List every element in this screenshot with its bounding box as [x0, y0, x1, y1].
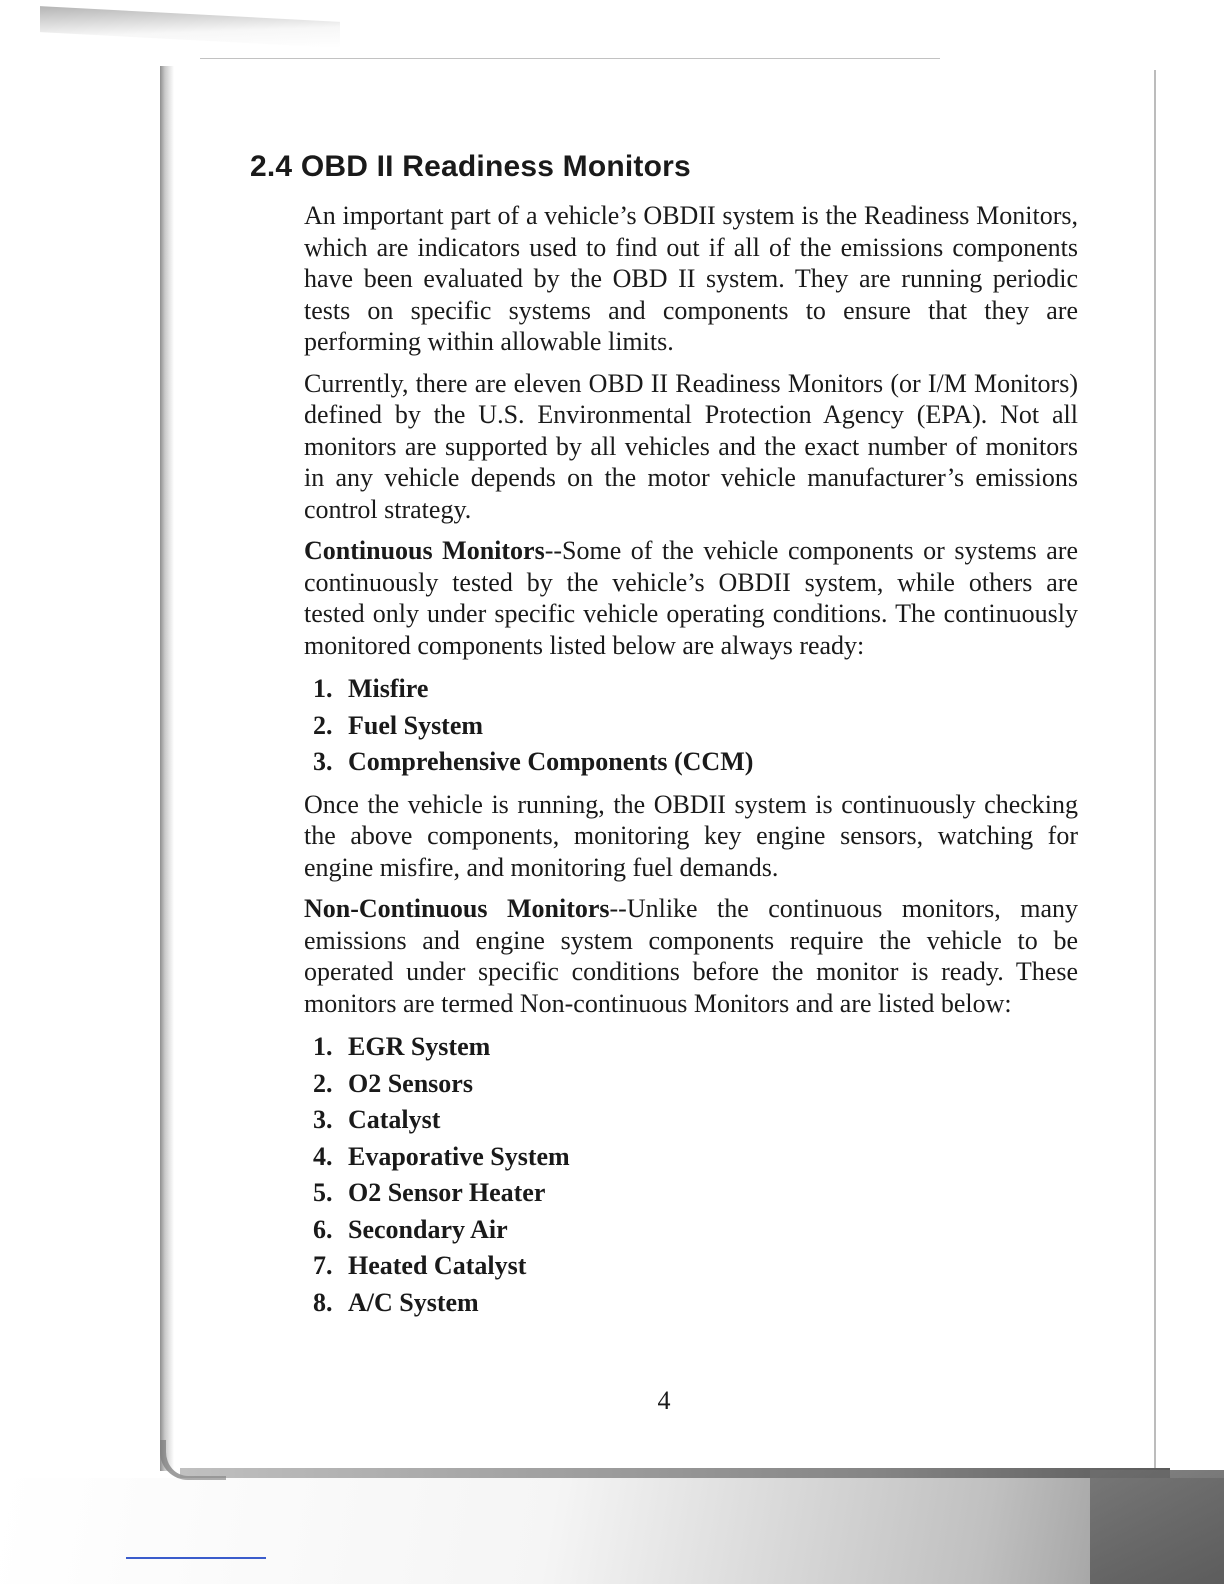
noncontinuous-monitors-paragraph [304, 893, 1078, 1019]
list-item [304, 671, 1078, 708]
list-item [304, 1029, 1078, 1066]
list-item [304, 1212, 1078, 1249]
running-paragraph: Once the vehicle is running, the OBDII system is continuously checking the above components, monitoring key engine sensors, watching for engine misfire, and monitoring fuel demands. [304, 789, 1078, 882]
list-item [304, 1285, 1078, 1322]
page-bottom-edge [180, 1468, 1170, 1478]
list-item-label: Comprehensive Components (CCM) [348, 747, 754, 776]
list-item-number: 2. [313, 710, 333, 740]
list-item [304, 1139, 1078, 1176]
list-item-number: 6. [313, 1214, 333, 1244]
list-item [304, 708, 1078, 745]
list-item-number: 3. [313, 1105, 333, 1134]
list-item [304, 1102, 1078, 1139]
intro-paragraph: An important part of a vehicle’s OBDII system is the Readiness Monitors, which are indicators used to find out if all of the emissions components have been evaluated by the OBD II system. They are running periodic tests on specific systems and components to ensure that they are performing within allowable limits. [304, 201, 1078, 356]
bottom-corner-shadow [1090, 1470, 1224, 1584]
list-item-label: Catalyst [348, 1105, 441, 1134]
page-right-edge [1154, 70, 1156, 1470]
list-item [304, 1066, 1078, 1103]
continuous-monitors-label: Continuous Monitors [304, 536, 545, 565]
continuous-monitors-paragraph [304, 535, 1078, 661]
scan-top-streak [40, 6, 340, 48]
list-item-label: Misfire [348, 674, 429, 703]
noncontinuous-monitors-text: --Unlike the continuous monitors, many emissions and engine system components require the vehicle to be operated under specific conditions before the monitor is ready. These monitors are termed Non-continuous Monitors and are listed below: [304, 894, 1078, 1018]
list-item [304, 1175, 1078, 1212]
bottom-shadow [0, 1478, 1224, 1584]
list-item-number: 1. [313, 674, 333, 703]
list-item-number: 3. [313, 747, 333, 776]
list-item-label: Evaporative System [348, 1141, 570, 1171]
list-item-number: 1. [313, 1032, 333, 1061]
list-item-number: 8. [313, 1287, 333, 1317]
noncontinuous-monitor-list [304, 1029, 1078, 1321]
monitor-count-paragraph: Currently, there are eleven OBD II Readiness Monitors (or I/M Monitors) defined by the U.S. Environmental Protection Agency (EPA). Not all monitors are supported by all vehicles and the exact number of monitors in any vehicle depends on the motor vehicle manufacturer’s emissions control strategy. [304, 368, 1078, 524]
continuous-monitor-list [304, 671, 1078, 781]
list-item-number: 2. [313, 1068, 333, 1098]
list-item-label: O2 Sensors [348, 1068, 473, 1098]
blue-underline-mark [126, 1557, 266, 1559]
list-item-label: Secondary Air [348, 1214, 508, 1244]
list-item-label: EGR System [348, 1032, 491, 1061]
list-item [304, 1248, 1078, 1285]
document-body [304, 200, 1078, 1329]
page-number: 4 [657, 1386, 671, 1415]
list-item-label: O2 Sensor Heater [348, 1178, 546, 1207]
list-item-number: 5. [313, 1178, 333, 1207]
list-item-number: 7. [313, 1251, 333, 1280]
list-item [304, 744, 1078, 781]
list-item-label: A/C System [348, 1287, 479, 1317]
continuous-monitors-text: --Some of the vehicle components or systems are continuously tested by the vehicle’s OBDII system, while others are tested only under specific vehicle operating conditions. The continuously monitored components listed below are always ready: [304, 536, 1079, 660]
list-item-label: Heated Catalyst [348, 1251, 527, 1280]
page-left-edge [160, 66, 174, 1471]
scan-top-line [200, 58, 940, 59]
list-item-label: Fuel System [348, 710, 484, 740]
section-title: 2.4 OBD II Readiness Monitors [250, 150, 691, 183]
list-item-number: 4. [313, 1141, 333, 1171]
noncontinuous-monitors-label: Non-Continuous Monitors [304, 894, 610, 923]
